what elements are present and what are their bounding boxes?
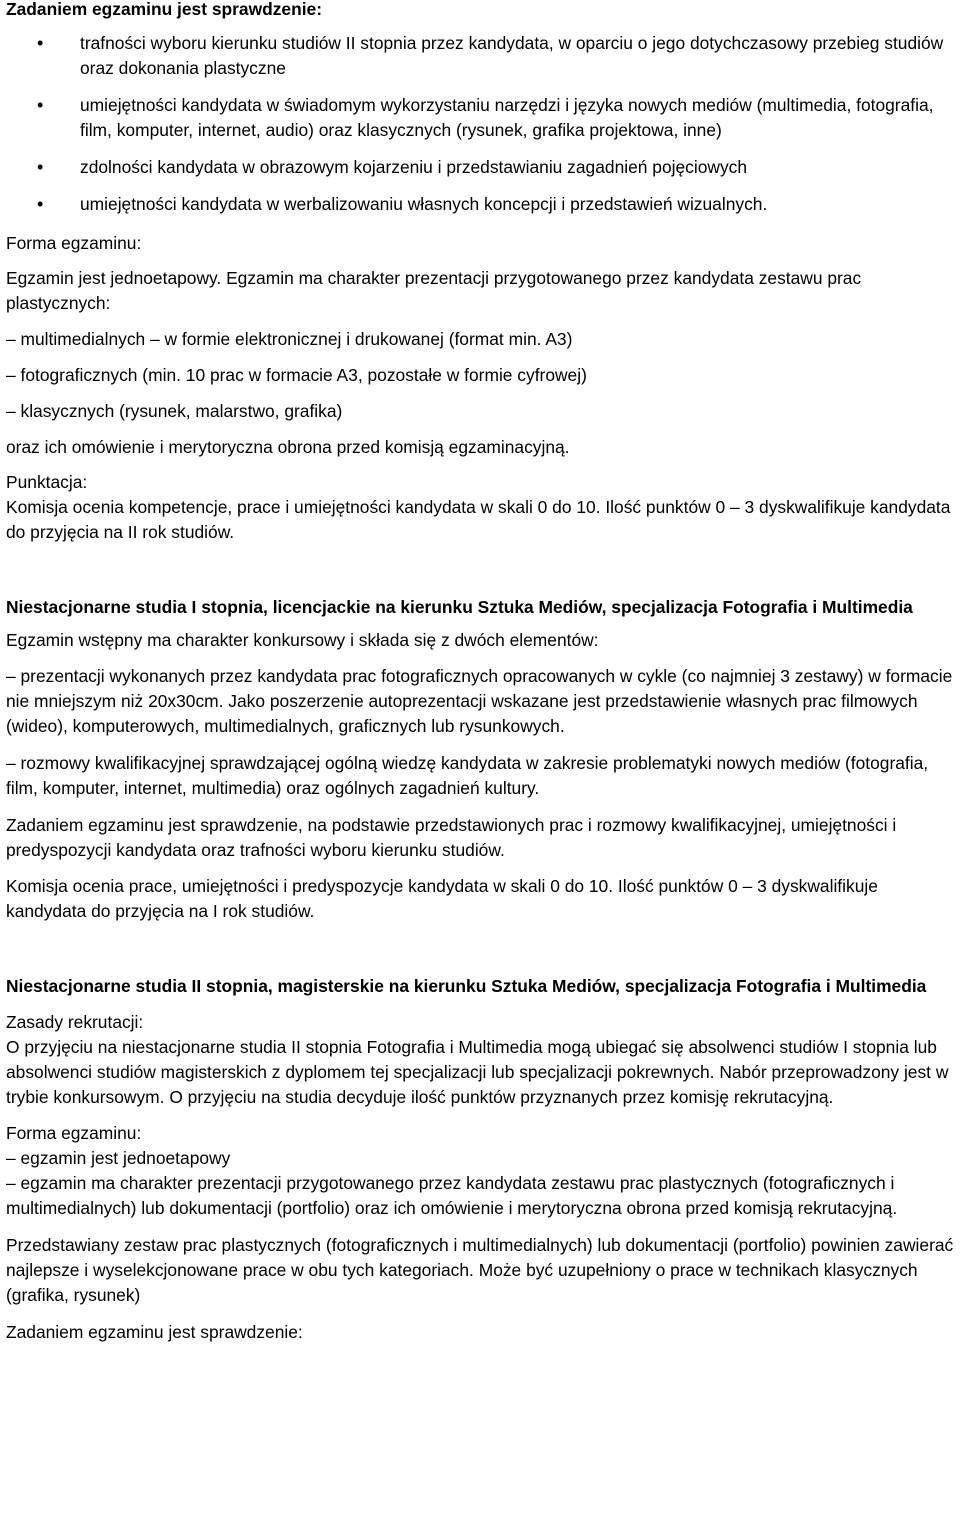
dash-item: – klasycznych (rysunek, malarstwo, grafika) [6, 401, 343, 421]
forma-text: Egzamin jest jednoetapowy. Egzamin ma charakter prezentacji przygotowanego przez kandydata zestawu prac plastycznych: [6, 268, 862, 313]
dash-item: – prezentacji wykonanych przez kandydata prac fotograficznych opracowanych w cykle (co najmniej 3 zestawy) w formacie nie mniejszym niż 20x30cm. Jako poszerzenie autoprezentacji wskazane jest przedstawienie własnych prac filmowych (wideo), komputerowych, multimedialnych, graficznych lub rysunkowych. [6, 666, 953, 736]
punktacja-heading: Punktacja: [6, 472, 88, 492]
forma-heading: Forma egzaminu: [6, 233, 142, 253]
dash-item: – fotograficznych (min. 10 prac w formacie A3, pozostałe w formie cyfrowej) [6, 365, 587, 385]
section-title: Niestacjonarne studia I stopnia, licencjackie na kierunku Sztuka Mediów, specjalizacja Fotografia i Multimedia [6, 597, 913, 617]
punktacja-text: Komisja ocenia kompetencje, prace i umiejętności kandydata w skali 0 do 10. Ilość punktów 0 – 3 dyskwalifikuje kandydata do przyjęcia na II rok studiów. [6, 497, 951, 542]
section-title: Niestacjonarne studia II stopnia, magisterskie na kierunku Sztuka Mediów, specjalizacja Fotografia i Multimedia [6, 976, 927, 996]
zasady-text: O przyjęciu na niestacjonarne studia II stopnia Fotografia i Multimedia mogą ubiegać się absolwenci studiów I stopnia lub absolwenci studiów magisterskich z dyplomem tej specjalizacji lub specjalizacji pokrewnych. Nabór przeprowadzony jest w trybie konkursowym. O przyjęciu na studia decyduje ilość punktów przyznanych przez komisję rekrutacyjną. [6, 1037, 949, 1107]
bullet-icon: • [37, 33, 44, 53]
dash-item: – multimedialnych – w formie elektronicznej i drukowanej (format min. A3) [6, 329, 573, 349]
list-item: • zdolności kandydata w obrazowym kojarzeniu i przedstawianiu zagadnień pojęciowych [6, 155, 958, 180]
dash-item: – egzamin ma charakter prezentacji przygotowanego przez kandydata zestawu prac plastycznych (fotograficznych i multimedialnych) lub dokumentacji (portfolio) oraz ich omówienie i merytoryczna obrona przed komisją rekrutacyjną. [6, 1173, 898, 1218]
bullet-icon: • [37, 157, 44, 177]
closing-text: oraz ich omówienie i merytoryczna obrona przed komisją egzaminacyjną. [6, 437, 570, 457]
section-heading: Zadaniem egzaminu jest sprawdzenie: [6, 0, 323, 19]
list-item: • umiejętności kandydata w werbalizowaniu własnych koncepcji i przedstawień wizualnych. [6, 192, 958, 217]
paragraph: Przedstawiany zestaw prac plastycznych (fotograficznych i multimedialnych) lub dokumentacji (portfolio) powinien zawierać najlepsze i wyselekcjonowane prace w obu tych kategoriach. Może być uzupełniony o prace w technikach klasycznych (grafika, rysunek) [6, 1235, 954, 1305]
paragraph: Komisja ocenia prace, umiejętności i predyspozycje kandydata w skali 0 do 10. Ilość punktów 0 – 3 dyskwalifikuje kandydata do przyjęcia na I rok studiów. [6, 876, 878, 921]
zasady-heading: Zasady rekrutacji: [6, 1012, 144, 1032]
list-item: • umiejętności kandydata w świadomym wykorzystaniu narzędzi i języka nowych mediów (multimedia, fotografia, film, komputer, internet, audio) oraz klasycznych (rysunek, grafika projektowa, inne) [37, 95, 934, 140]
dash-item: – rozmowy kwalifikacyjnej sprawdzającej ogólną wiedzę kandydata w zakresie problematyki nowych mediów (fotografia, film, komputer, internet, multimedia) oraz ogólnych zagadnień kultury. [6, 753, 929, 798]
list-item: • trafności wyboru kierunku studiów II stopnia przez kandydata, w oparciu o jego dotychczasowy przebieg studiów oraz dokonania plastyczne [37, 33, 944, 78]
bullet-list [6, 31, 958, 217]
forma-heading: Forma egzaminu: [6, 1123, 142, 1143]
bullet-icon: • [37, 95, 44, 115]
bullet-icon: • [37, 194, 44, 214]
document-page [6, 0, 958, 1345]
paragraph: Zadaniem egzaminu jest sprawdzenie, na podstawie przedstawionych prac i rozmowy kwalifikacyjnej, umiejętności i predyspozycji kandydata oraz trafności wyboru kierunku studiów. [6, 815, 897, 860]
final-heading: Zadaniem egzaminu jest sprawdzenie: [6, 1322, 303, 1342]
dash-item: – egzamin jest jednoetapowy [6, 1148, 231, 1168]
intro-text: Egzamin wstępny ma charakter konkursowy i składa się z dwóch elementów: [6, 630, 599, 650]
